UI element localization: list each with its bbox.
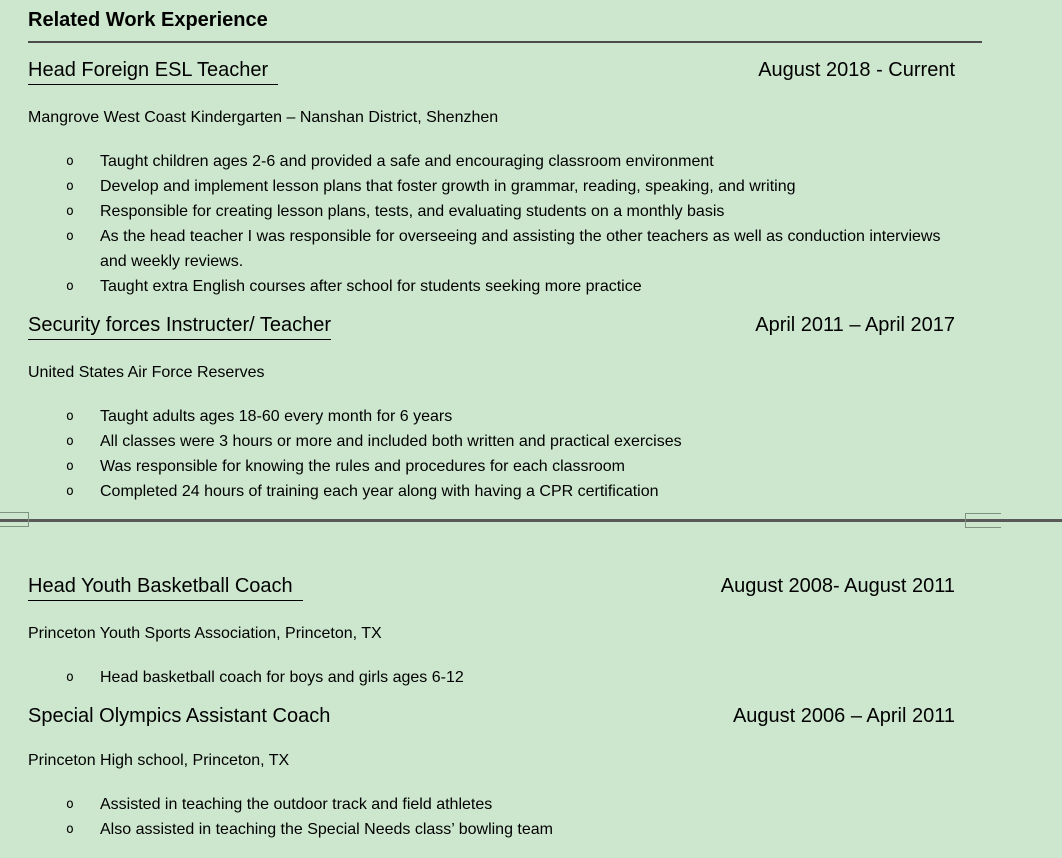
bullet-text: As the head teacher I was responsible for overseeing and assisting the other teachers as well as conduction interviews and weekly reviews. <box>100 228 941 270</box>
bullet-text: Also assisted in teaching the Special Needs class’ bowling team <box>100 821 553 838</box>
bullet-text: Was responsible for knowing the rules and procedures for each classroom <box>100 458 625 475</box>
bullet-marker: o <box>66 409 74 424</box>
bullet-marker: o <box>66 229 74 244</box>
bullet-item <box>28 429 1062 454</box>
bullet-item <box>28 149 1062 174</box>
page-break-line <box>0 519 1062 522</box>
bullet-item <box>28 817 1062 842</box>
job-entry <box>28 58 1062 299</box>
job-bullets <box>28 792 1062 842</box>
job-title: Special Olympics Assistant Coach <box>28 705 331 727</box>
bullet-text: Assisted in teaching the outdoor track and field athletes <box>100 796 493 813</box>
bullet-item <box>28 454 1062 479</box>
job-title: Head Youth Basketball Coach <box>28 574 303 601</box>
job-title: Security forces Instructer/ Teacher <box>28 313 331 340</box>
job-bullets <box>28 404 1062 504</box>
job-header <box>28 313 955 340</box>
job-organization: Mangrove West Coast Kindergarten – Nanshan District, Shenzhen <box>28 109 499 126</box>
job-dates: August 2018 - Current <box>758 59 955 81</box>
bullet-marker: o <box>66 279 74 294</box>
job-header <box>28 704 955 728</box>
bullet-text: Taught adults ages 18-60 every month for 6 years <box>100 408 453 425</box>
bullet-marker: o <box>66 459 74 474</box>
bullet-item <box>28 404 1062 429</box>
bullet-marker: o <box>66 822 74 837</box>
bullet-item <box>28 224 1062 274</box>
bullet-item <box>28 174 1062 199</box>
bullet-marker: o <box>66 154 74 169</box>
section-heading: Related Work Experience <box>28 8 982 43</box>
bullet-marker: o <box>66 670 74 685</box>
page-break-divider[interactable] <box>0 506 1062 536</box>
job-entry <box>28 313 1062 504</box>
bullet-item <box>28 274 1062 299</box>
bullet-text: Head basketball coach for boys and girls ages 6-12 <box>100 669 464 686</box>
job-entry <box>28 704 1062 842</box>
page-break-marker-left <box>0 512 29 527</box>
bullet-item <box>28 665 1062 690</box>
job-organization: Princeton Youth Sports Association, Princeton, TX <box>28 625 382 642</box>
job-organization: Princeton High school, Princeton, TX <box>28 752 290 769</box>
bullet-marker: o <box>66 204 74 219</box>
job-dates: August 2006 – April 2011 <box>732 705 955 727</box>
bullet-marker: o <box>66 434 74 449</box>
job-dates: April 2011 – April 2017 <box>755 314 955 336</box>
job-dates: August 2008- August 2011 <box>720 575 955 597</box>
bullet-marker: o <box>66 484 74 499</box>
page-break-marker-right <box>965 513 1001 528</box>
bullet-item <box>28 479 1062 504</box>
job-bullets <box>28 149 1062 299</box>
bullet-marker: o <box>66 797 74 812</box>
bullet-marker: o <box>66 179 74 194</box>
bullet-text: Responsible for creating lesson plans, tests, and evaluating students on a monthly basis <box>100 203 725 220</box>
job-header <box>28 58 955 85</box>
bullet-text: Develop and implement lesson plans that foster growth in grammar, reading, speaking, and writing <box>100 178 796 195</box>
job-organization: United States Air Force Reserves <box>28 364 265 381</box>
bullet-text: Taught extra English courses after school for students seeking more practice <box>100 278 642 295</box>
bullet-item <box>28 199 1062 224</box>
job-header <box>28 574 955 601</box>
bullet-text: Taught children ages 2-6 and provided a safe and encouraging classroom environment <box>100 153 714 170</box>
job-title: Head Foreign ESL Teacher <box>28 58 278 85</box>
bullet-item <box>28 792 1062 817</box>
job-entry <box>28 574 1062 690</box>
bullet-text: Completed 24 hours of training each year along with having a CPR certification <box>100 483 659 500</box>
bullet-text: All classes were 3 hours or more and included both written and practical exercises <box>100 433 682 450</box>
job-bullets <box>28 665 1062 690</box>
